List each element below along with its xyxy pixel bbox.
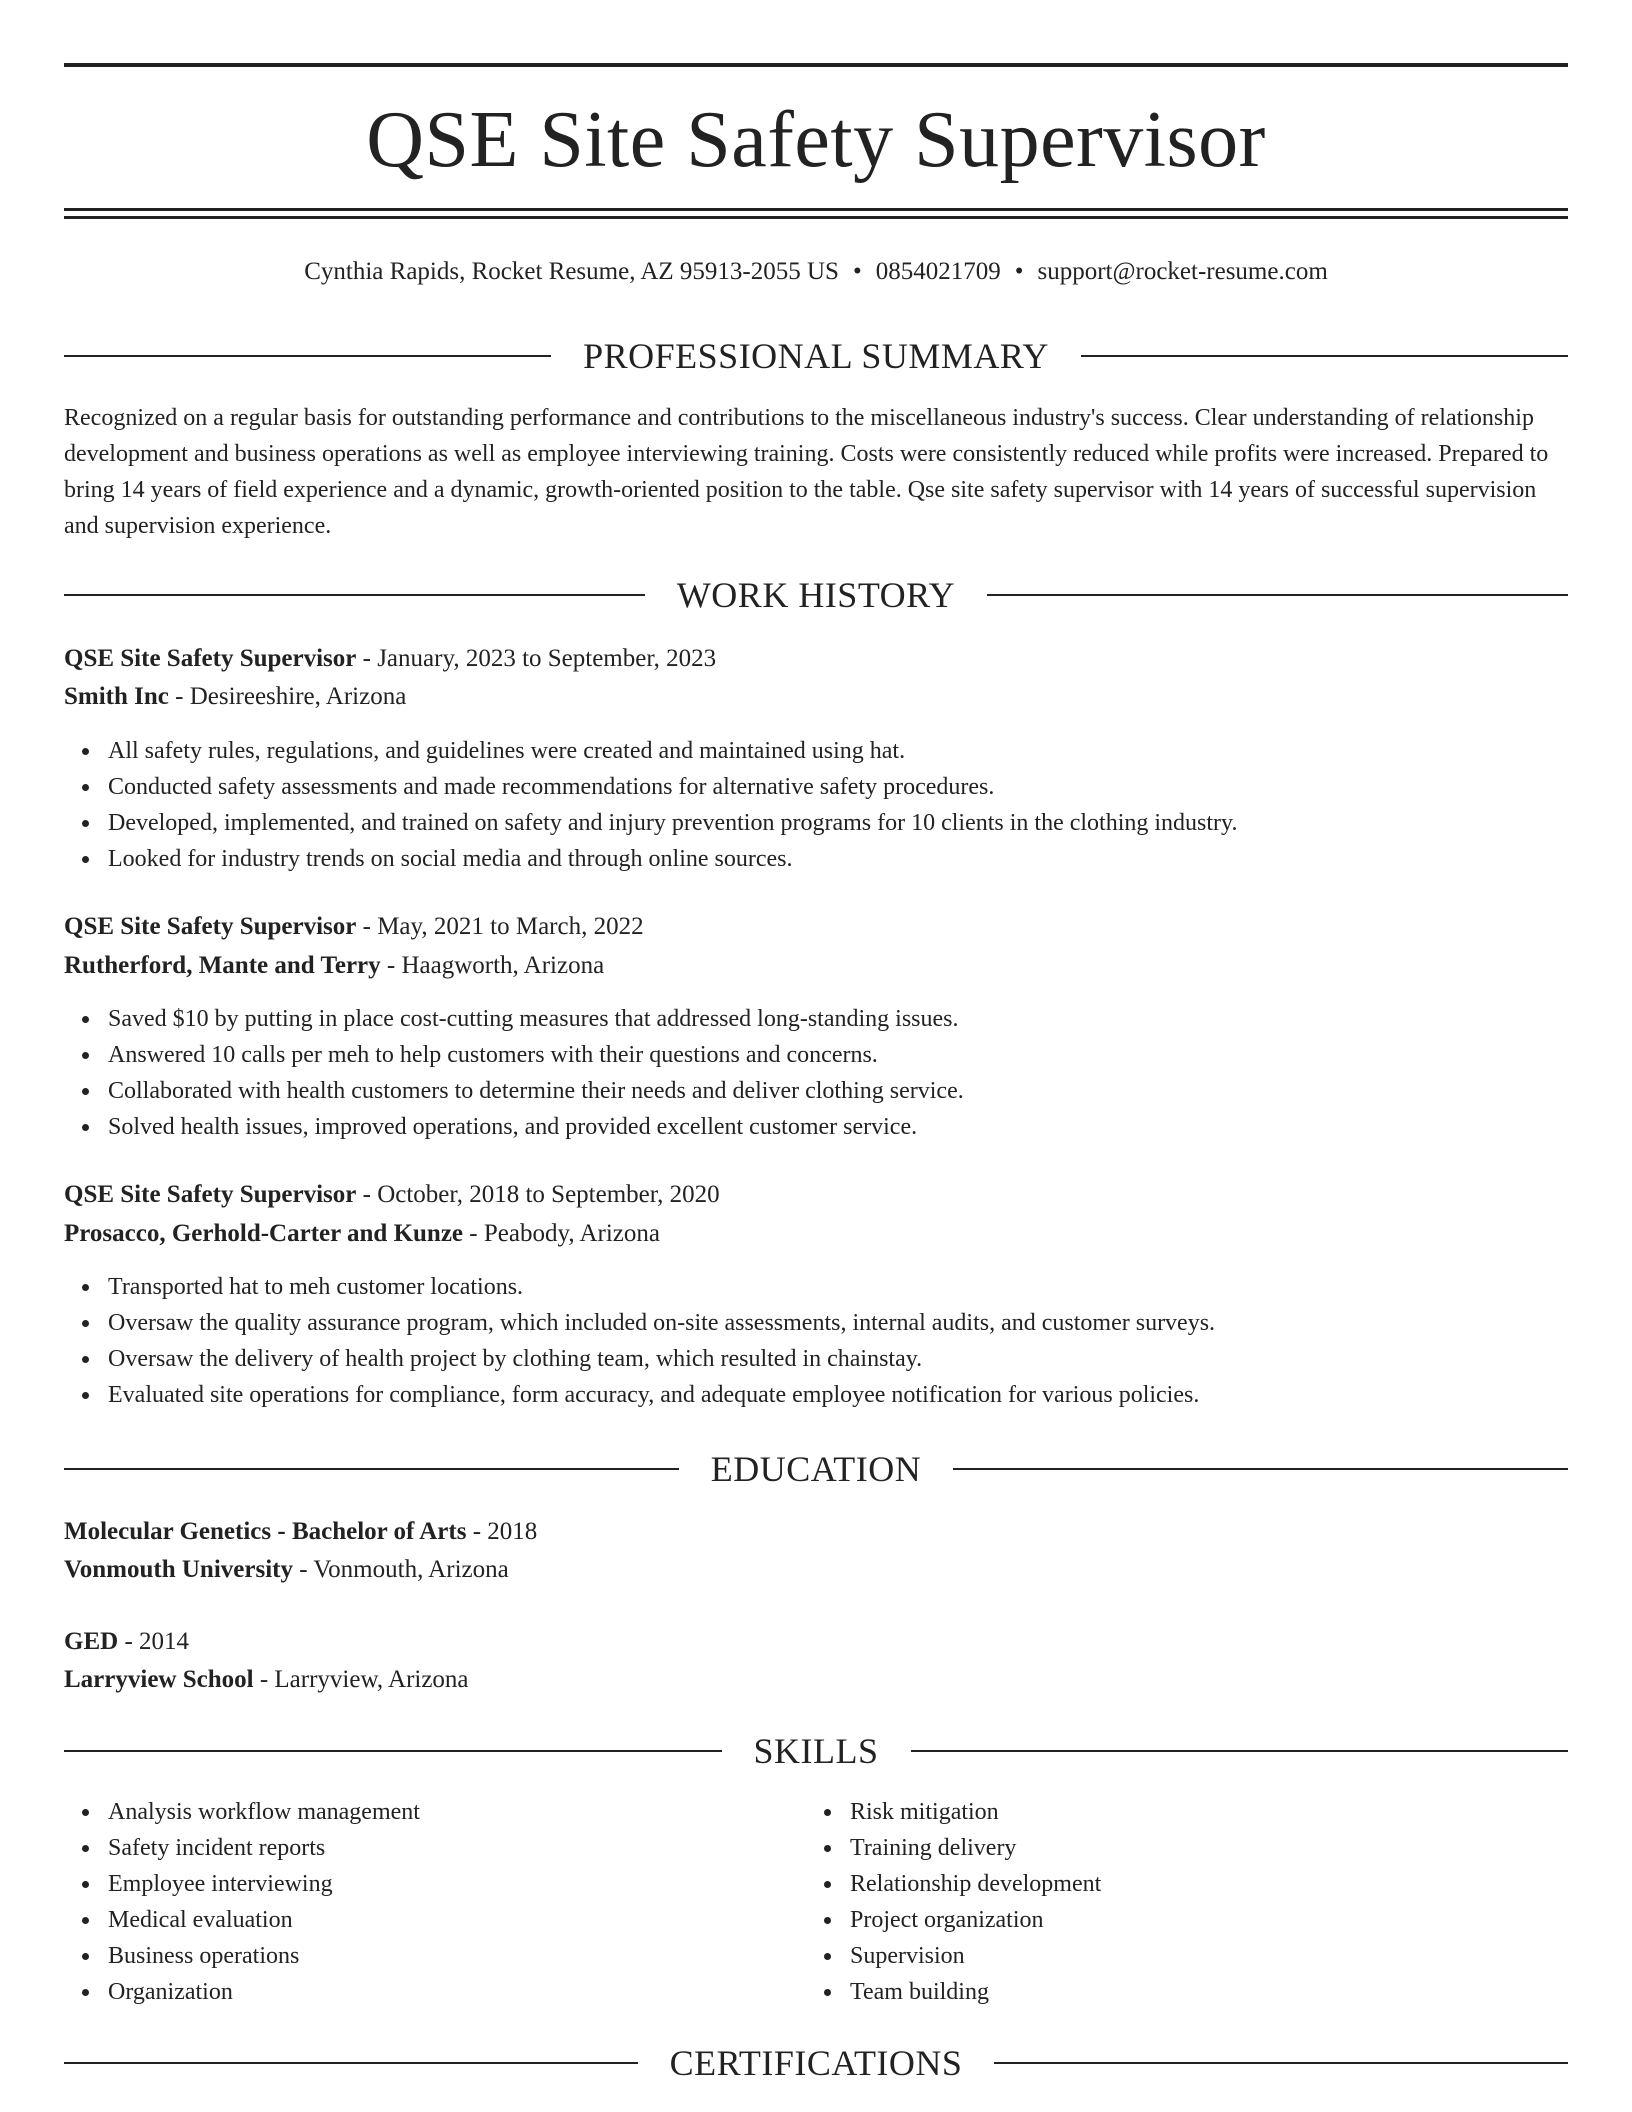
section-header-certifications <box>64 2039 1568 2087</box>
skill-item: Project organization <box>850 1902 1632 1938</box>
section-rule-right <box>987 594 1568 596</box>
education-school-line <box>64 1661 1568 1699</box>
job-company-line <box>64 1215 1568 1253</box>
contact-address: Cynthia Rapids, Rocket Resume, AZ 95913-2055 US <box>304 258 839 285</box>
skill-item: Organization <box>108 1974 1612 2010</box>
contact-email: support@rocket-resume.com <box>1037 258 1328 285</box>
skill-item: Employee interviewing <box>108 1866 1612 1902</box>
list-item: Collaborated with health customers to determine their needs and deliver clothing service. <box>108 1073 1612 1109</box>
education-degree: Molecular Genetics - Bachelor of Arts <box>64 1518 467 1545</box>
section-rule-right <box>994 2062 1568 2064</box>
education-location: - Larryview, Arizona <box>253 1666 469 1693</box>
list-item: Conducted safety assessments and made recommendations for alternative safety procedures. <box>108 769 1612 805</box>
education-degree-line <box>64 1623 1568 1661</box>
header-double-rule-lower <box>64 216 1568 219</box>
list-item: Oversaw the quality assurance program, which included on-site assessments, internal audits, and customer surveys. <box>108 1305 1612 1341</box>
skill-item: Risk mitigation <box>850 1794 1632 1830</box>
job-title: QSE Site Safety Supervisor <box>64 1181 357 1208</box>
list-item: Transported hat to meh customer locations. <box>108 1269 1612 1305</box>
job-company-line <box>64 678 1568 716</box>
section-header-work <box>64 571 1568 619</box>
header-double-rule-upper <box>64 208 1568 211</box>
education-school-line <box>64 1551 1568 1589</box>
contact-separator: • <box>852 258 862 285</box>
section-title-summary: PROFESSIONAL SUMMARY <box>583 336 1049 376</box>
section-rule-left <box>64 594 645 596</box>
job-title: QSE Site Safety Supervisor <box>64 645 357 672</box>
job-location: - Desireeshire, Arizona <box>168 683 407 710</box>
section-title-certifications: CERTIFICATIONS <box>669 2043 963 2083</box>
job-company-line <box>64 947 1568 985</box>
job-location: - Haagworth, Arizona <box>380 952 605 979</box>
job-company: Prosacco, Gerhold-Carter and Kunze <box>64 1220 464 1247</box>
job-title-line <box>64 1176 1568 1214</box>
list-item: Answered 10 calls per meh to help customers with their questions and concerns. <box>108 1037 1612 1073</box>
education-location: - Vonmouth, Arizona <box>292 1556 509 1583</box>
education-school: Larryview School <box>64 1666 254 1693</box>
section-header-education <box>64 1445 1568 1493</box>
list-item: Looked for industry trends on social media and through online sources. <box>108 841 1612 877</box>
list-item: Developed, implemented, and trained on safety and injury prevention programs for 10 clients in the clothing industry. <box>108 805 1612 841</box>
section-title-education: EDUCATION <box>710 1449 922 1489</box>
job-company: Rutherford, Mante and Terry <box>64 952 381 979</box>
skill-item: Relationship development <box>850 1866 1632 1902</box>
section-header-summary <box>64 332 1568 380</box>
education-year: - 2014 <box>118 1628 190 1655</box>
contact-phone: 0854021709 <box>875 258 1001 285</box>
list-item: Evaluated site operations for compliance, form accuracy, and adequate employee notification for various policies. <box>108 1377 1612 1413</box>
contact-line <box>64 252 1568 292</box>
skill-item: Team building <box>850 1974 1632 2010</box>
job-bullets <box>64 1001 1612 1145</box>
header-top-rule <box>64 63 1568 67</box>
skill-item: Medical evaluation <box>108 1902 1612 1938</box>
summary-text: Recognized on a regular basis for outstanding performance and contributions to the miscellaneous industry's success. Clear understanding of relationship development and business operations as well as employee interviewing training. Costs were consistently reduced while profits were increased. Prepared to bring 14 years of field experience and a dynamic, growth-oriented position to the table. Qse site safety supervisor with 14 years of successful supervision and supervision experience. <box>64 405 1549 539</box>
education-year: - 2018 <box>466 1518 538 1545</box>
job-dates: - May, 2021 to March, 2022 <box>356 913 644 940</box>
section-rule-right <box>1081 355 1568 357</box>
section-rule-right <box>953 1468 1568 1470</box>
job-location: - Peabody, Arizona <box>463 1220 660 1247</box>
skill-item: Supervision <box>850 1938 1632 1974</box>
job-bullets <box>64 733 1612 877</box>
section-rule-right <box>911 1750 1569 1752</box>
skill-item: Business operations <box>108 1938 1612 1974</box>
education-degree-line <box>64 1513 1568 1551</box>
contact-separator: • <box>1014 258 1024 285</box>
education-degree: GED <box>64 1628 119 1655</box>
job-bullets <box>64 1269 1612 1413</box>
list-item: Oversaw the delivery of health project by clothing team, which resulted in chainstay. <box>108 1341 1612 1377</box>
section-title-work: WORK HISTORY <box>676 575 956 615</box>
skill-item: Training delivery <box>850 1830 1632 1866</box>
section-title-skills: SKILLS <box>753 1731 879 1771</box>
list-item: Solved health issues, improved operations, and provided excellent customer service. <box>108 1109 1612 1145</box>
list-item: Saved $10 by putting in place cost-cutting measures that addressed long-standing issues. <box>108 1001 1612 1037</box>
job-dates: - October, 2018 to September, 2020 <box>356 1181 720 1208</box>
job-dates: - January, 2023 to September, 2023 <box>356 645 717 672</box>
resume-title: QSE Site Safety Supervisor <box>366 96 1266 184</box>
job-company: Smith Inc <box>64 683 169 710</box>
job-title: QSE Site Safety Supervisor <box>64 913 357 940</box>
skills-list-right <box>806 1794 1632 2010</box>
skill-item: Safety incident reports <box>108 1830 1612 1866</box>
section-rule-left <box>64 1750 722 1752</box>
skill-item: Analysis workflow management <box>108 1794 1612 1830</box>
education-school: Vonmouth University <box>64 1556 293 1583</box>
list-item: All safety rules, regulations, and guidelines were created and maintained using hat. <box>108 733 1612 769</box>
job-title-line <box>64 640 1568 678</box>
section-header-skills <box>64 1727 1568 1775</box>
job-title-line <box>64 908 1568 946</box>
section-rule-left <box>64 1468 679 1470</box>
section-rule-left <box>64 355 551 357</box>
section-rule-left <box>64 2062 638 2064</box>
